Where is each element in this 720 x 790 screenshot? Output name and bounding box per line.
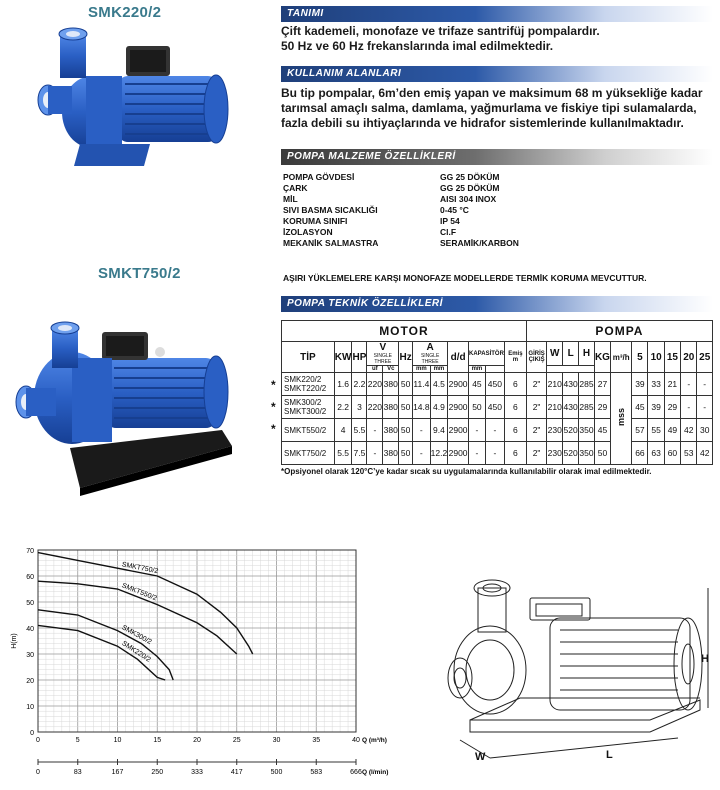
cell-hp: 7.5: [352, 442, 367, 465]
material-value: 0-45 °C: [440, 205, 469, 215]
cell-q: 42: [697, 442, 713, 465]
cell-emis: 6: [504, 442, 526, 465]
performance-chart: [8, 540, 389, 780]
y-tick-label: 60: [26, 574, 34, 581]
cell-v3: 380: [383, 373, 399, 396]
cell-kg: 45: [594, 419, 610, 442]
cell-q: 42: [681, 419, 697, 442]
x-tick-label: 10: [113, 737, 122, 744]
cell-q: 39: [648, 396, 664, 419]
cell-giris: 2": [526, 396, 546, 419]
cell-uf: 50: [469, 396, 486, 419]
table-footnote: *Opsiyonel olarak 120°C’ye kadar sıcak su uygulamalarında kullanılabilir olarak imal edilmektedir.: [281, 467, 652, 476]
x-tick-label: 15: [153, 737, 162, 744]
table-row: [282, 419, 713, 442]
cell-q: 66: [632, 442, 648, 465]
col-a-sub: SINGLE THREE: [420, 353, 440, 365]
cell-uf: -: [469, 419, 486, 442]
x2-tick-label: 83: [73, 769, 82, 776]
thermal-protection-note: AŞIRI YÜKLEMELERE KARŞI MONOFAZE MODELLERDE TERMİK KORUMA MEVCUTTUR.: [283, 273, 647, 283]
cell-v3: 380: [383, 396, 399, 419]
cell-tip: [282, 419, 335, 442]
tip-line-1: SMKT750/2: [284, 448, 327, 458]
x2-tick-label: 333: [191, 769, 203, 776]
cell-q: 29: [664, 396, 680, 419]
cell-hz: 50: [399, 419, 413, 442]
cell-hp: 2.2: [352, 373, 367, 396]
material-name: MEKANİK SALMASTRA: [283, 238, 379, 248]
cell-tip: [282, 442, 335, 465]
x-tick-label: 25: [232, 737, 241, 744]
x2-tick-label: 250: [151, 769, 164, 776]
cell-kg: 29: [594, 396, 610, 419]
cell-v3: 380: [383, 442, 399, 465]
col-a: [413, 342, 448, 366]
x-axis-label: Q (m³/h): [362, 737, 387, 744]
col-a-label: A: [426, 342, 434, 353]
x-tick-label: 0: [36, 737, 40, 744]
cell-dd: 2900: [448, 419, 469, 442]
col-q-15: 15: [664, 342, 680, 373]
cell-w: 230: [547, 419, 563, 442]
kullanim-line-2: tarımsal amaçlı salma, damlama, yağmurlama ve fiskiye tipi sulamalarda,: [281, 101, 697, 115]
cell-q: -: [697, 396, 713, 419]
cell-hz: 50: [399, 442, 413, 465]
cell-emis: 6: [504, 373, 526, 396]
kullanim-line-1: Bu tip pompalar, 6m’den emiş yapan ve maksimum 68 m yüksekliğe kadar: [281, 86, 703, 100]
y-tick-label: 30: [26, 652, 34, 659]
cell-kw: 4: [334, 419, 352, 442]
x-tick-label: 20: [193, 737, 201, 744]
cell-vc: -: [485, 419, 504, 442]
cell-emis: 6: [504, 419, 526, 442]
y-tick-label: 50: [26, 600, 34, 607]
series-label: SMK300/2: [120, 624, 153, 647]
col-q-10: 10: [648, 342, 664, 373]
cell-h: 285: [579, 373, 595, 396]
cell-tip: [282, 396, 335, 419]
cell-a1: 11.4: [413, 373, 431, 396]
cell-kw: 2.2: [334, 396, 352, 419]
tanimi-line-1: Çift kademeli, monofaze ve trifaze santrifüj pompalardır.: [281, 24, 600, 38]
cell-l: 520: [563, 442, 579, 465]
col-v: [367, 342, 399, 366]
y-axis-label: H(m): [11, 633, 18, 649]
col-l: L: [563, 342, 579, 366]
cell-dd: 2900: [448, 442, 469, 465]
cell-kw: 5.5: [334, 442, 352, 465]
cell-h: 350: [579, 442, 595, 465]
model-title-top: SMK220/2: [88, 4, 162, 21]
cell-giris: 2": [526, 373, 546, 396]
cell-v1: -: [367, 442, 383, 465]
tip-line-1: SMKT550/2: [284, 425, 327, 435]
tip-line-2: SMKT300/2: [284, 407, 327, 416]
col-v-label: V: [379, 342, 387, 353]
x2-tick-label: 583: [310, 769, 323, 776]
dim-label-w: W: [475, 751, 486, 763]
col-emis: Emiş m: [504, 342, 526, 373]
cell-dd: 2900: [448, 373, 469, 396]
series-label: SMKT550/2: [120, 582, 158, 603]
cell-a1: -: [413, 419, 431, 442]
cell-w: 210: [547, 396, 563, 419]
col-kap-uf: uf: [367, 366, 383, 373]
y-tick-label: 0: [30, 730, 34, 737]
tip-line-1: SMK300/2: [284, 398, 322, 407]
section-heading-kullanim: KULLANIM ALANLARI: [281, 66, 713, 82]
col-kg: KG: [594, 342, 610, 373]
col-h: H: [579, 342, 595, 366]
cell-vc: 450: [485, 396, 504, 419]
section-heading-teknik: POMPA TEKNİK ÖZELLİKLERİ: [281, 296, 713, 312]
material-name: MİL: [283, 194, 298, 204]
cell-hz: 50: [399, 396, 413, 419]
material-name: POMPA GÖVDESİ: [283, 172, 355, 182]
col-kapasitor: KAPASİTÖR: [469, 342, 505, 366]
cell-q: 60: [664, 442, 680, 465]
x-tick-label: 40: [352, 737, 360, 744]
cell-v1: 220: [367, 373, 383, 396]
col-q-20: 20: [681, 342, 697, 373]
row-star: *: [271, 422, 276, 436]
col-q-25: 25: [697, 342, 713, 373]
cell-h: 285: [579, 396, 595, 419]
cell-q: 21: [664, 373, 680, 396]
cell-hp: 3: [352, 396, 367, 419]
y-tick-label: 70: [26, 548, 34, 555]
cell-uf: 45: [469, 373, 486, 396]
cell-q: 53: [681, 442, 697, 465]
cell-v1: 220: [367, 396, 383, 419]
kullanim-text: [281, 86, 713, 131]
cell-a3: 9.4: [430, 419, 448, 442]
cell-w: 230: [547, 442, 563, 465]
material-value: AISI 304 INOX: [440, 194, 497, 204]
cell-kg: 50: [594, 442, 610, 465]
cell-l: 520: [563, 419, 579, 442]
spec-table: [281, 320, 713, 465]
cell-q: -: [681, 373, 697, 396]
col-m3h: m³/h: [610, 342, 631, 373]
cell-q: 49: [664, 419, 680, 442]
cell-uf: -: [469, 442, 486, 465]
col-kap-vc: Vc: [383, 366, 399, 373]
cell-q: 63: [648, 442, 664, 465]
cell-v1: -: [367, 419, 383, 442]
table-row: [282, 442, 713, 465]
cell-v3: 380: [383, 419, 399, 442]
table-row: [282, 396, 713, 419]
cell-mss: [610, 373, 631, 465]
material-name: İZOLASYON: [283, 227, 333, 237]
tip-line-2: SMKT220/2: [284, 384, 327, 393]
cell-a3: 4.9: [430, 396, 448, 419]
material-names: [283, 172, 378, 249]
tanimi-text: [281, 24, 713, 54]
cell-a1: -: [413, 442, 431, 465]
cell-q: -: [697, 373, 713, 396]
x2-tick-label: 417: [230, 769, 243, 776]
y-tick-label: 10: [26, 704, 34, 711]
cell-hz: 50: [399, 373, 413, 396]
x2-axis-label: Q (l/min): [362, 769, 389, 776]
col-hp: HP: [352, 342, 367, 373]
cell-kw: 1.6: [334, 373, 352, 396]
x2-tick-label: 500: [270, 769, 283, 776]
chart-labels: [11, 548, 388, 776]
cell-emis: 6: [504, 396, 526, 419]
col-w-mm: mm: [413, 366, 431, 373]
col-v-sub: SINGLE THREE: [373, 353, 392, 365]
x2-tick-label: 0: [36, 769, 40, 776]
material-values: [440, 172, 519, 249]
pump-image-smkt750: [10, 318, 240, 498]
section-heading-tanimi: TANIMI: [281, 6, 713, 22]
dimension-drawing: [430, 570, 715, 785]
material-name: KORUMA SINIFI: [283, 216, 348, 226]
x-tick-label: 5: [75, 737, 80, 744]
col-tip: TİP: [282, 342, 335, 373]
series-label: SMK220/2: [120, 640, 152, 664]
cell-vc: 450: [485, 373, 504, 396]
cell-a1: 14.8: [413, 396, 431, 419]
cell-dd: 2900: [448, 396, 469, 419]
table-row: [282, 373, 713, 396]
cell-h: 350: [579, 419, 595, 442]
group-pompa: POMPA: [526, 321, 712, 342]
col-q-5: 5: [632, 342, 648, 373]
cell-hp: 5.5: [352, 419, 367, 442]
cell-q: 30: [697, 419, 713, 442]
row-star: *: [271, 400, 276, 414]
cell-q: -: [681, 396, 697, 419]
model-title-bottom: SMKT750/2: [98, 265, 181, 282]
mss-label: mss: [616, 408, 627, 427]
cell-giris: 2": [526, 442, 546, 465]
col-w: W: [547, 342, 563, 366]
cell-giris: 2": [526, 419, 546, 442]
cell-l: 430: [563, 373, 579, 396]
col-dd: d/d: [448, 342, 469, 373]
x-tick-label: 35: [312, 737, 321, 744]
material-value: Cl.F: [440, 227, 457, 237]
dim-label-l: L: [606, 749, 613, 761]
x-tick-label: 30: [272, 737, 281, 744]
series-label: SMKT750/2: [121, 561, 159, 576]
x2-tick-label: 666: [350, 769, 362, 776]
tanimi-line-2: 50 Hz ve 60 Hz frekanslarında imal edilmektedir.: [281, 39, 554, 53]
cell-q: 57: [632, 419, 648, 442]
cell-l: 430: [563, 396, 579, 419]
cell-a3: 12.2: [430, 442, 448, 465]
cell-q: 39: [632, 373, 648, 396]
tip-line-1: SMK220/2: [284, 375, 322, 384]
row-star: *: [271, 378, 276, 392]
col-h-mm: mm: [469, 366, 486, 373]
cell-a3: 4.5: [430, 373, 448, 396]
col-giris: GİRİŞ ÇIKIŞ: [526, 342, 546, 373]
col-hz: Hz: [399, 342, 413, 373]
pump-image-smk220: [30, 24, 230, 174]
material-value: SERAMİK/KARBON: [440, 238, 519, 248]
col-kw: KW: [334, 342, 352, 373]
y-tick-label: 40: [26, 626, 34, 633]
col-l-mm: mm: [430, 366, 448, 373]
material-name: ÇARK: [283, 183, 308, 193]
cell-q: 45: [632, 396, 648, 419]
material-name: SIVI BASMA SICAKLIĞI: [283, 205, 378, 215]
y-tick-label: 20: [26, 678, 34, 685]
cell-kg: 27: [594, 373, 610, 396]
cell-w: 210: [547, 373, 563, 396]
cell-tip: [282, 373, 335, 396]
cell-q: 33: [648, 373, 664, 396]
chart-grid: [38, 550, 356, 765]
section-heading-malzeme: POMPA MALZEME ÖZELLİKLERİ: [281, 149, 713, 165]
kullanim-line-3: fazla debili su ihtiyaçlarında ve hidrafor sistemlerinde kullanılmaktadır.: [281, 116, 684, 130]
group-motor: MOTOR: [282, 321, 527, 342]
x2-tick-label: 167: [111, 769, 124, 776]
material-value: GG 25 DÖKÜM: [440, 183, 500, 193]
material-value: IP 54: [440, 216, 460, 226]
cell-q: 55: [648, 419, 664, 442]
cell-vc: -: [485, 442, 504, 465]
material-value: GG 25 DÖKÜM: [440, 172, 500, 182]
dim-label-h: H: [701, 653, 709, 665]
